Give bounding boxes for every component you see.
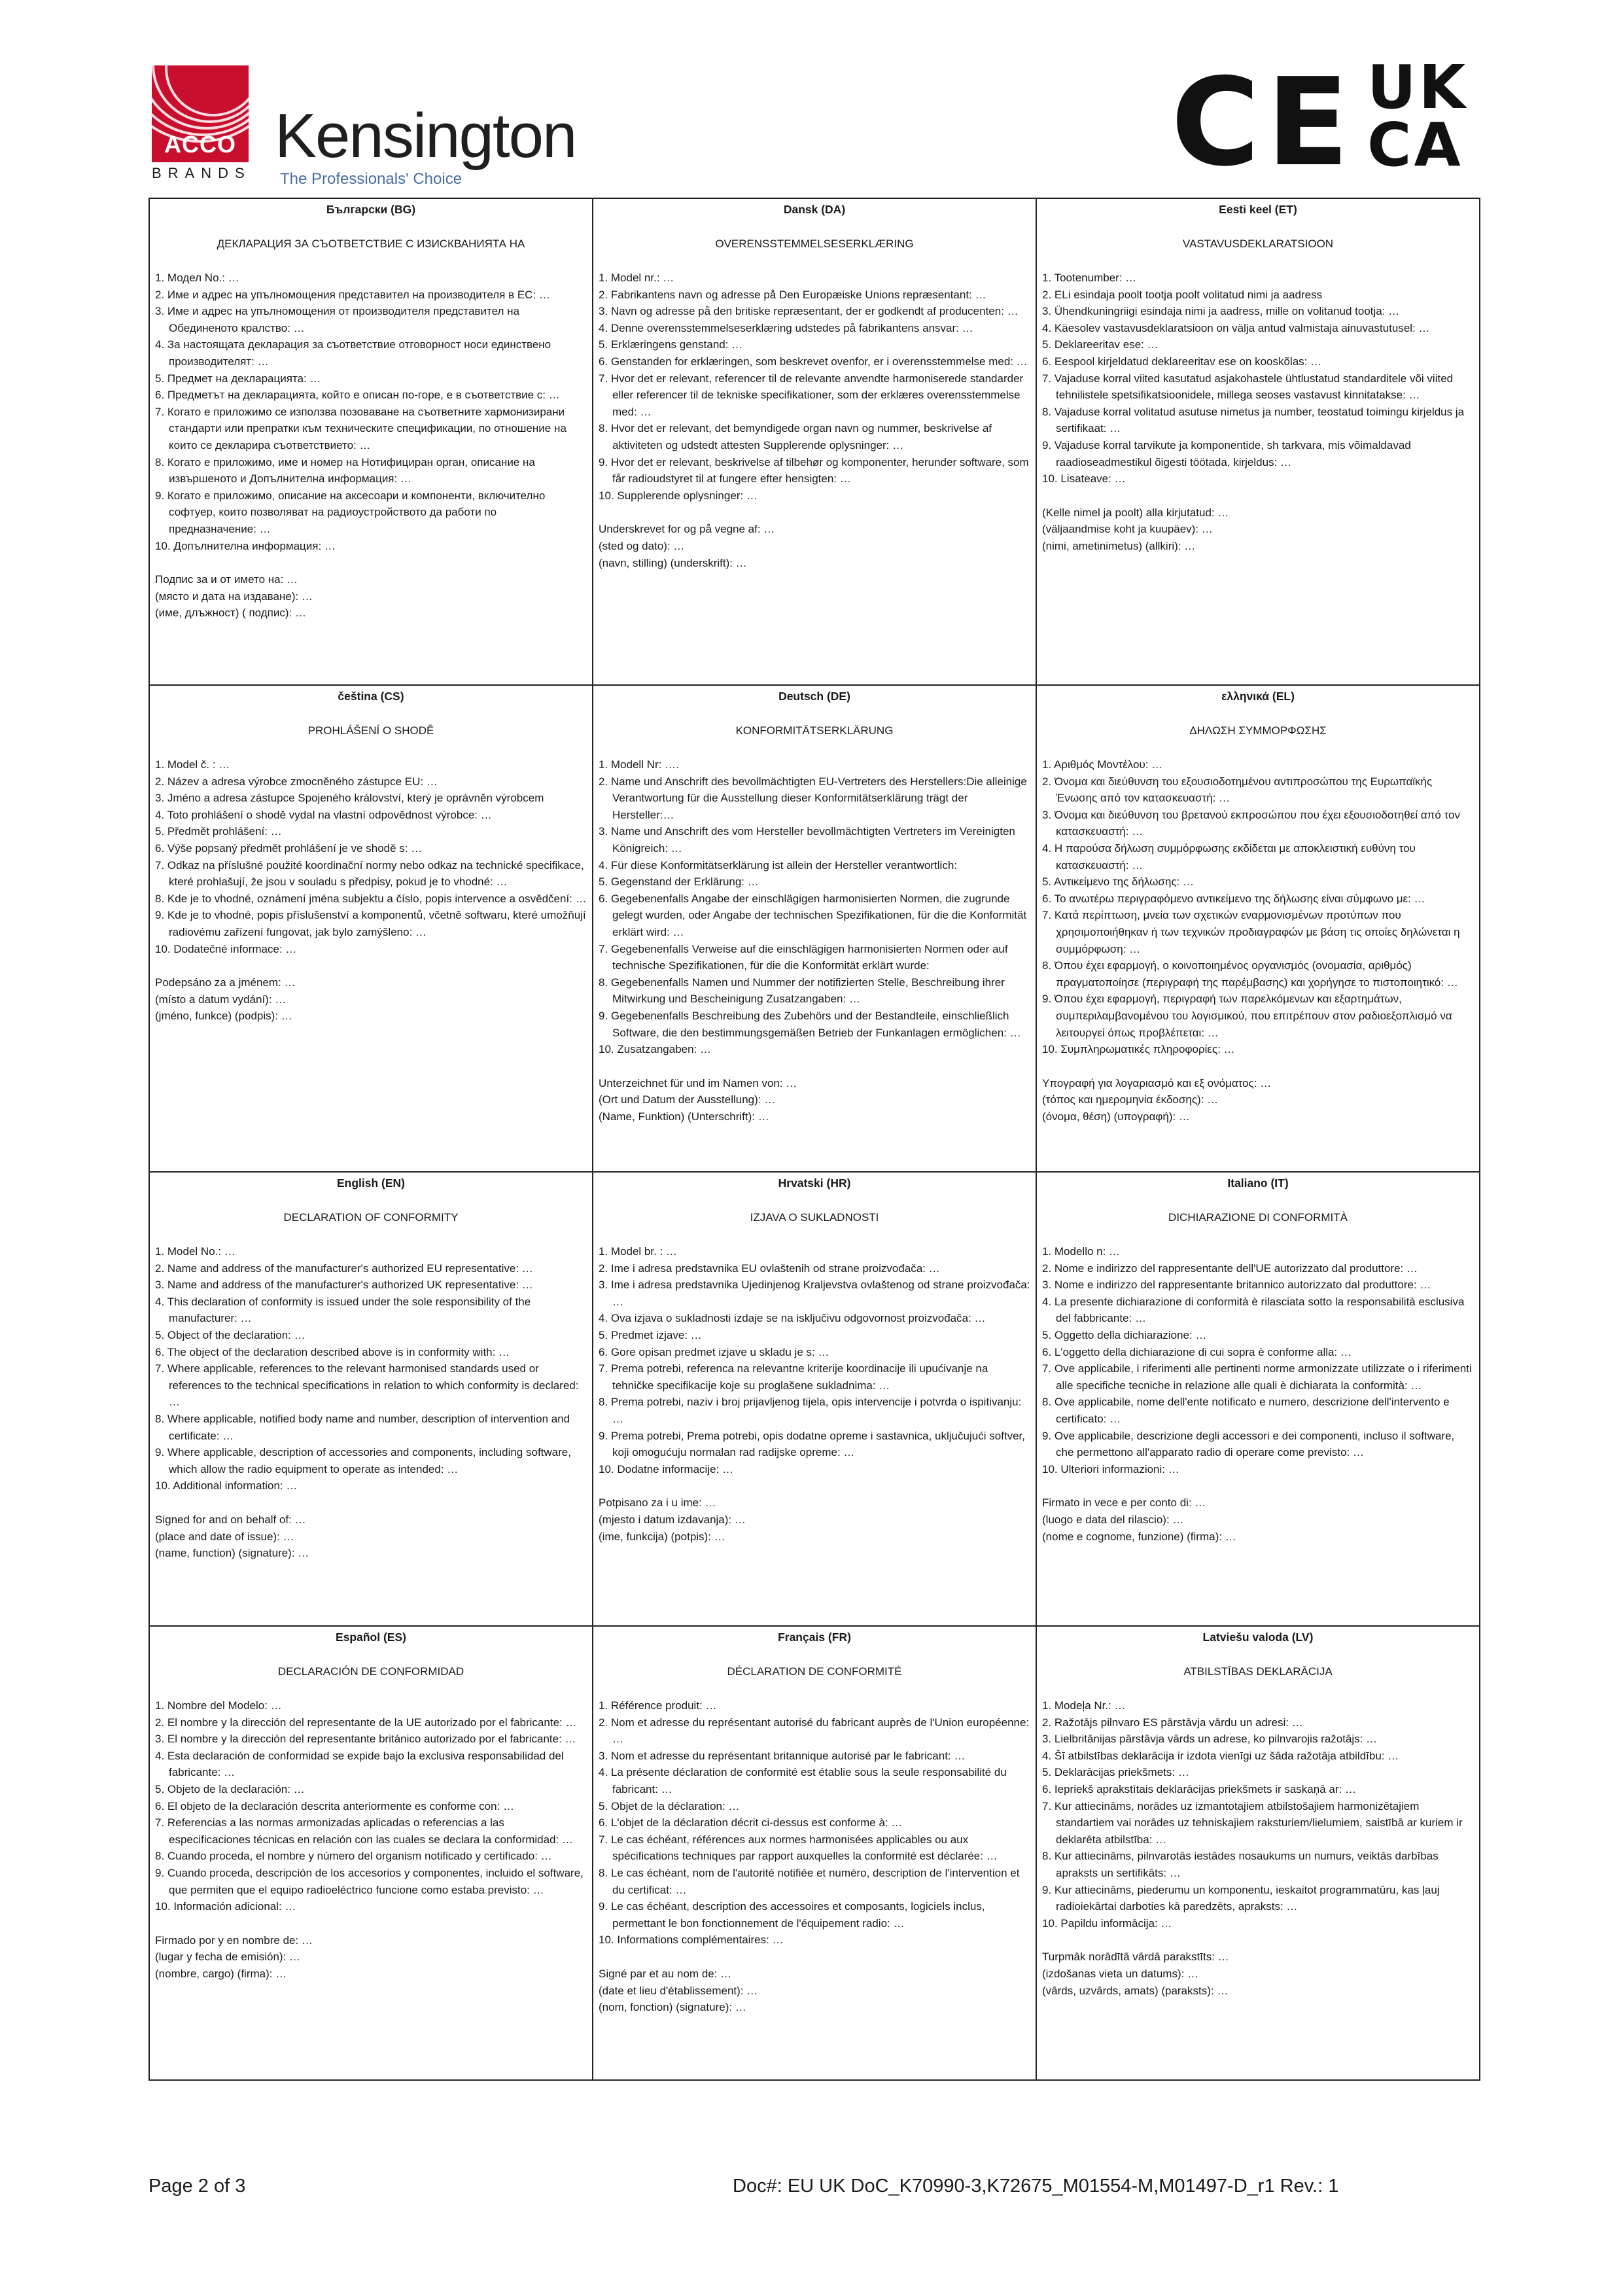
page-number: Page 2 of 3 [148, 2176, 246, 2197]
signature-block [599, 1075, 1030, 1125]
acco-logo-mark [152, 65, 249, 162]
signature-block [599, 1966, 1030, 2016]
signature-block [1042, 1075, 1474, 1125]
declaration-item: 4. Šī atbilstības deklarācija ir izdota vienīgi uz šāda ražotāja atbildību: … [1042, 1749, 1399, 1762]
declaration-item: 4. За настоящата декларация за съответствие отговорност носи единствено производителят: … [155, 338, 551, 368]
declaration-item: 4. La presente dichiarazione di conformità è rilasciata sotto la responsabilità esclusiva del fabbricante: … [1042, 1295, 1465, 1325]
declaration-item: 7. Kur attiecināms, norādes uz izmantotajiem atbilstošajiem harmonizētajiem standartiem vai norādes uz tehniskajiem raksturiem/lielumiem, saistībā ar kuriem ir deklarēta atbilstība: … [1042, 1799, 1463, 1846]
declaration-item: 7. Where applicable, references to the relevant harmonised standards used or references to the technical specifications in relation to which conformity is declared: … [155, 1362, 579, 1409]
language-heading: Français (FR) [778, 1631, 851, 1644]
declaration-item: 2. Όνομα και διεύθυνση του εξουσιοδοτημένου αντιπροσώπου της Ευρωπαϊκής Ένωσης από τον κατασκευαστή: … [1042, 775, 1433, 805]
language-section [593, 1173, 1037, 1627]
declaration-item: 7. Gegebenenfalls Verweise auf die einschlägigen harmonisierten Normen oder auf technische Spezifikationen, für die die Konformität erklärt wurde: [599, 942, 1008, 972]
declaration-title: DECLARATION OF CONFORMITY [283, 1211, 459, 1224]
language-heading: Hrvatski (HR) [778, 1176, 851, 1190]
declaration-title: PROHLÁŠENÍ O SHODĚ [307, 724, 434, 737]
signature-line: Underskrevet for og på vegne af: … [599, 523, 775, 536]
declaration-item: 10. Additional information: … [155, 1479, 298, 1492]
declaration-item: 1. Model No.: … [155, 1245, 236, 1258]
declaration-item: 9. Le cas échéant, description des accessoires et composants, logiciels inclus, permettant le bon fonctionnement de l'équipement radio: … [599, 1900, 985, 1930]
signature-line: (navn, stilling) (underskrift): … [599, 556, 747, 569]
declaration-item: 10. Papildu informācija: … [1042, 1916, 1172, 1930]
declaration-item: 7. Le cas échéant, références aux normes harmonisées applicables ou aux spécifications techniques par rapport auxquelles la conformité est déclarée: … [599, 1833, 998, 1863]
declaration-item: 3. Όνομα και διεύθυνση του βρετανού εκπροσώπου που έχει εξουσιοδοτηθεί από τον κατασκευαστή: … [1042, 808, 1460, 838]
declaration-item: 6. Предметът на декларацията, който е описан по-горе, е в съответствие с: … [155, 389, 560, 402]
declaration-item: 5. Predmet izjave: … [599, 1328, 702, 1341]
declaration-item: 8. Hvor det er relevant, det bemyndigede organ navn og nummer, beskrivelse af aktiviteten og udstedt attesten Supplerende oplysninger: … [599, 422, 992, 451]
declaration-item: 6. Genstanden for erklæringen, som beskrevet ovenfor, er i overensstemmelse med: … [599, 355, 1028, 368]
declaration-item: 8. Prema potrebi, naziv i broj prijavljenog tijela, opis intervencije i potvrda o ispitivanju: … [599, 1396, 1022, 1425]
language-heading: Eesti keel (ET) [1219, 203, 1297, 216]
declaration-item: 10. Lisateave: … [1042, 472, 1126, 486]
declaration-item: 1. Modeļa Nr.: … [1042, 1699, 1126, 1712]
signature-line: Подпис за и от името на: … [155, 573, 298, 586]
declaration-item: 1. Modello n: … [1042, 1245, 1121, 1258]
declaration-items [1042, 1697, 1474, 1932]
declaration-item: 3. Lielbritānijas pārstāvja vārds un adrese, ko pilnvarojis ražotājs: … [1042, 1733, 1378, 1746]
conformity-marks [1171, 52, 1485, 193]
signature-line: (väljaandmise koht ja kuupäev): … [1042, 523, 1213, 536]
signature-line: (vārds, uzvārds, amats) (paraksts): … [1042, 1984, 1229, 1997]
declaration-item: 8. Where applicable, notified body name and number, description of intervention and certificate: … [155, 1412, 570, 1442]
declaration-item: 6. Gegebenenfalls Angabe der einschlägigen harmonisierten Normen, die zugrunde gelegt wurden, oder Angabe der technischen Spezifikationen, für die die Konformität erklärt wird: … [599, 892, 1027, 938]
declaration-item: 5. Erklæringens genstand: … [599, 338, 743, 351]
declaration-items [599, 270, 1030, 504]
signature-line: (nimi, ametinimetus) (allkiri): … [1042, 539, 1196, 552]
signature-line: (místo a datum vydání): … [155, 993, 287, 1006]
declaration-item: 1. Nombre del Modelo: … [155, 1699, 282, 1712]
signature-line: Potpisano za i u ime: … [599, 1496, 716, 1510]
signature-line: (date et lieu d'établissement): … [599, 1984, 758, 1997]
declaration-item: 9. Hvor det er relevant, beskrivelse af tilbehør og komponenter, herunder software, som får radioudstyret til at fungere efter hensigten: … [599, 455, 1029, 486]
kensington-logo [275, 101, 576, 188]
declaration-item: 8. Όπου έχει εφαρμογή, ο κοινοποιημένος οργανισμός (ονομασία, αριθμός) πραγματοποίησε (περιγραφή της παρέμβασης) και χορήγησε το πιστοποιητικό: … [1042, 959, 1458, 989]
language-section [150, 199, 593, 686]
declaration-item: 7. Ove applicabile, i riferimenti alle pertinenti norme armonizzate utilizzate o i riferimenti alle specifiche tecniche in relazione alle quali è dichiarata la conformità: … [1042, 1362, 1472, 1392]
declaration-item: 6. Eespool kirjeldatud deklareeritav ese on kooskõlas: … [1042, 355, 1322, 368]
declaration-item: 10. Dodatečné informace: … [155, 942, 297, 955]
declaration-item: 10. Допълнителна информация: … [155, 539, 336, 552]
declaration-item: 7. Prema potrebi, referenca na relevantne kriterije koordinacije ili upućivanje na tehničke specifikacije koje su proglašene sukladnima: … [599, 1362, 988, 1392]
declaration-items [155, 756, 587, 957]
declaration-item: 1. Tootenumber: … [1042, 272, 1137, 284]
declaration-item: 5. Deklareeritav ese: … [1042, 338, 1159, 351]
declaration-item: 2. Nome e indirizzo del rappresentante dell'UE autorizzato dal produttore: … [1042, 1262, 1418, 1275]
signature-line: Υπογραφή για λογαριασμό και εξ ονόματος: … [1042, 1076, 1272, 1089]
signature-line: (mjesto i datum izdavanja): … [599, 1513, 746, 1526]
language-heading: Latviešu valoda (LV) [1202, 1631, 1314, 1644]
signature-line: Signed for and on behalf of: … [155, 1513, 306, 1526]
language-section [593, 686, 1037, 1173]
declaration-item: 9. Kde je to vhodné, popis příslušenství a komponentů, včetně softwaru, které umožňují radiovému zařízení fungovat, jak bylo zamýšleno: … [155, 909, 586, 938]
signature-line: (όνομα, θέση) (υπογραφή): … [1042, 1110, 1190, 1123]
declaration-item: 3. Jméno a adresa zástupce Spojeného království, který je oprávněn výrobcem [155, 792, 544, 805]
declaration-item: 9. Kur attiecināms, piederumu un komponentu, ieskaitot programmatūru, kas ļauj radioiekārtai darboties kā paredzēts, apraksts: … [1042, 1883, 1440, 1913]
declaration-item: 9. Когато е приложимо, описание на аксесоари и компоненти, включително софтуер, които позволяват на радиоустройството да работи по предназначение: … [155, 489, 546, 535]
signature-block [155, 1932, 587, 1983]
page-header [0, 0, 1623, 196]
declaration-item: 3. Navn og adresse på den britiske repræsentant, der er godkendt af producenten: … [599, 305, 1019, 318]
declaration-items [155, 270, 587, 554]
declaration-items [599, 756, 1030, 1058]
declaration-item: 1. Référence produit: … [599, 1699, 717, 1712]
declaration-item: 3. Nom et adresse du représentant britannique autorisé par le fabricant: … [599, 1749, 966, 1762]
declaration-title: DECLARACIÓN DE CONFORMIDAD [277, 1665, 464, 1678]
signature-line: (Kelle nimel ja poolt) alla kirjutatud: … [1042, 506, 1229, 519]
declaration-item: 3. El nombre y la dirección del representante británico autorizado por el fabricante: … [155, 1733, 576, 1746]
signature-line: (name, function) (signature): … [155, 1547, 309, 1560]
declaration-item: 3. Name und Anschrift des vom Hersteller bevollmächtigten Vertreters im Vereinigten Königreich: … [599, 825, 1015, 855]
declaration-item: 6. Το ανωτέρω περιγραφόμενο αντικείμενο της δήλωσης είναι σύμφωνο με: … [1042, 892, 1425, 905]
declaration-item: 5. Objeto de la declaración: … [155, 1782, 305, 1795]
declaration-title: DÉCLARATION DE CONFORMITÉ [727, 1665, 902, 1678]
declaration-item: 2. Name and address of the manufacturer's authorized EU representative: … [155, 1262, 533, 1275]
declaration-item: 8. Le cas échéant, nom de l'autorité notifiée et numéro, description de l'intervention et du certificat: … [599, 1866, 1020, 1896]
declaration-item: 5. Oggetto della dichiarazione: … [1042, 1328, 1207, 1341]
declaration-title: IZJAVA O SUKLADNOSTI [750, 1211, 879, 1224]
signature-line: (ime, funkcija) (potpis): … [599, 1530, 725, 1543]
signature-line: Firmato in vece e per conto di: … [1042, 1496, 1206, 1510]
declaration-item: 10. Dodatne informacije: … [599, 1462, 733, 1475]
declaration-item: 1. Модел No.: … [155, 272, 239, 284]
signature-block [155, 1511, 587, 1562]
signature-line: (име, длъжност) ( подпис): … [155, 607, 306, 620]
declaration-item: 7. Odkaz na příslušné použité koordinační normy nebo odkaz na technické specifikace, které prohlašují, že jsou v souladu s předpisy, pokud je to vhodné: … [155, 858, 584, 889]
declaration-items [1042, 756, 1474, 1058]
declaration-item: 8. Cuando proceda, el nombre y número del organism notificado y certificado: … [155, 1850, 552, 1863]
declaration-item: 2. El nombre y la dirección del representante de la UE autorizado por el fabricante: … [155, 1716, 577, 1729]
declaration-item: 9. Ove applicabile, descrizione degli accessori e dei componenti, incluso il software, che permettono all'apparato radio di operare come previsto: … [1042, 1429, 1455, 1459]
document-number: Doc#: EU UK DoC_K70990-3,K72675_M01554-M,M01497-D_r1 Rev.: 1 [733, 2176, 1339, 2197]
language-heading: Български (BG) [326, 203, 416, 216]
signature-line: (sted og dato): … [599, 539, 685, 552]
ukca-mark-bottom: CA [1367, 110, 1463, 180]
declaration-title: DICHIARAZIONE DI CONFORMITÀ [1168, 1211, 1348, 1224]
declaration-item: 5. Object of the declaration: … [155, 1328, 305, 1341]
declaration-item: 10. Informations complémentaires: … [599, 1934, 784, 1947]
declaration-item: 4. This declaration of conformity is issued under the sole responsibility of the manufacturer: … [155, 1295, 531, 1325]
declaration-item: 4. Esta declaración de conformidad se expide bajo la exclusiva responsabilidad del fabricante: … [155, 1749, 564, 1779]
declaration-item: 8. Gegebenenfalls Namen und Nummer der notifizierten Stelle, Beschreibung ihrer Mitwirkung und Bescheinigung Zusatzangaben: … [599, 976, 1005, 1006]
declaration-item: 5. Предмет на декларацията: … [155, 372, 321, 385]
language-section [150, 1173, 593, 1627]
declaration-item: 7. Κατά περίπτωση, μνεία των σχετικών εναρμονισμένων προτύπων που χρησιμοποιήθηκαν ή των τεχνικών προδιαγραφών με βάση τις οποίες δηλώνεται η συμμόρφωση: … [1042, 909, 1460, 955]
language-section [593, 1627, 1037, 2081]
signature-line: (jméno, funkce) (podpis): … [155, 1010, 292, 1023]
declaration-item: 5. Předmět prohlášení: … [155, 825, 282, 838]
declaration-item: 7. Vajaduse korral viited kasutatud asjakohastele ühtlustatud standarditele või viited tehnilistele spetsifikatsioonidele, millega seoses vastavust kinnitatakse: … [1042, 372, 1454, 402]
language-section [150, 686, 593, 1173]
language-heading: ελληνικά (EL) [1221, 690, 1295, 703]
declaration-item: 4. La présente déclaration de conformité est établie sous la seule responsabilité du fabricant: … [599, 1766, 1007, 1795]
language-section [593, 199, 1037, 686]
declaration-item: 8. Kde je to vhodné, oznámení jména subjektu a číslo, popis intervence a osvědčení: … [155, 892, 587, 905]
language-section [1037, 1173, 1480, 1627]
declaration-item: 7. Referencias a las normas armonizadas aplicadas o referencias a las especificaciones técnicas en relación con las cuales se declara la conformidad: … [155, 1816, 573, 1846]
declaration-item: 5. Deklarācijas priekšmets: … [1042, 1766, 1189, 1779]
signature-block [1042, 504, 1474, 555]
declaration-item: 7. Hvor det er relevant, referencer til de relevante anvendte harmoniserede standarder eller referencer til de tekniske specifikationer, som der erklæres overensstemmelse med: … [599, 372, 1024, 418]
language-section [1037, 1627, 1480, 2081]
declaration-item: 6. L'objet de la déclaration décrit ci-dessus est conforme à: … [599, 1816, 903, 1829]
declaration-item: 7. Когато е приложимо се използва позоваване на съответните хармонизирани стандарти или препратки към техническите спецификации, по отношение на които се декларира съответствието: … [155, 405, 567, 451]
declarations-table [148, 198, 1480, 2081]
declaration-item: 2. ELi esindaja poolt tootja poolt volitatud nimi ja aadress [1042, 288, 1323, 301]
signature-line: (Ort und Datum der Ausstellung): … [599, 1093, 776, 1106]
ce-mark-icon: CE [1171, 52, 1356, 193]
language-section [150, 1627, 593, 2081]
signature-line: (luogo e data del rilascio): … [1042, 1513, 1184, 1526]
declaration-items [1042, 270, 1474, 487]
declaration-title: ATBILSTĪBAS DEKLARĀCIJA [1183, 1665, 1333, 1678]
signature-line: Turpmāk norādītā vārdā parakstīts: … [1042, 1951, 1229, 1964]
declaration-item: 10. Información adicional: … [155, 1900, 296, 1913]
signature-block [155, 974, 587, 1025]
ukca-mark-icon [1367, 52, 1478, 180]
declaration-item: 9. Όπου έχει εφαρμογή, περιγραφή των παρελκόμενων και εξαρτημάτων, συμπεριλαμβανομένου του λογισμικού, που επιτρέπουν στον ραδιοεξοπλισμό να λειτουργεί όπως προβλέπεται: … [1042, 993, 1452, 1039]
declaration-item: 5. Αντικείμενο της δήλωσης: … [1042, 875, 1194, 889]
signature-line: (Name, Funktion) (Unterschrift): … [599, 1110, 769, 1123]
declaration-item: 3. Nome e indirizzo del rappresentante britannico autorizzato dal produttore: … [1042, 1279, 1431, 1292]
signature-line: Podepsáno za a jménem: … [155, 976, 296, 989]
kensington-logo-name: Kensington [275, 101, 576, 171]
signature-line: (nom, fonction) (signature): … [599, 2001, 746, 2014]
declaration-item: 1. Model br. : … [599, 1245, 677, 1258]
declaration-item: 4. Für diese Konformitätserklärung ist allein der Hersteller verantwortlich: [599, 858, 958, 872]
signature-line: Unterzeichnet für und im Namen von: … [599, 1076, 797, 1089]
declaration-item: 5. Gegenstand der Erklärung: … [599, 875, 759, 889]
declaration-items [1042, 1243, 1474, 1477]
declaration-title: ΔΗΛΩΣΗ ΣΥΜΜΟΡΦΩΣΗΣ [1189, 724, 1327, 737]
declaration-item: 4. Η παρούσα δήλωση συμμόρφωσης εκδίδεται με αποκλειστική ευθύνη του κατασκευαστή: … [1042, 841, 1416, 872]
acco-logo-text: ACCO [164, 131, 236, 158]
declaration-item: 6. The object of the declaration described above is in conformity with: … [155, 1345, 510, 1358]
declaration-item: 1. Αριθμός Μοντέλου: … [1042, 758, 1163, 771]
declaration-item: 2. Nom et adresse du représentant autorisé du fabricant auprès de l'Union européenne: … [599, 1716, 1030, 1746]
declaration-items [599, 1697, 1030, 1949]
signature-block [155, 571, 587, 622]
declaration-item: 9. Vajaduse korral tarvikute ja komponentide, sh tarkvara, mis võimaldavad raadioseadmestikul õigesti töötada, kirjeldus: … [1042, 438, 1411, 468]
declaration-item: 2. Fabrikantens navn og adresse på Den Europæiske Unions repræsentant: … [599, 288, 986, 301]
declaration-item: 9. Gegebenenfalls Beschreibung des Zubehörs und der Bestandteile, einschließlich Software, die den bestimmungsgemäßen Betrieb der Funkanlagen ermöglichen: … [599, 1009, 1021, 1039]
declaration-title: OVERENSSTEMMELSESERKLÆRING [715, 238, 914, 250]
signature-line: (nome e cognome, funzione) (firma): … [1042, 1530, 1236, 1543]
declaration-item: 10. Ulteriori informazioni: … [1042, 1462, 1179, 1475]
declaration-item: 2. Name und Anschrift des bevollmächtigten EU-Vertreters des Herstellers:Die alleinige Verantwortung für die Ausstellung dieser Konformitätserklärung trägt der Hersteller:… [599, 775, 1027, 821]
language-heading: čeština (CS) [338, 690, 404, 703]
language-section [1037, 686, 1480, 1173]
declaration-item: 8. Vajaduse korral volitatud asutuse nimetus ja number, teostatud toimingu kirjeldus ja sertifikaat: … [1042, 405, 1465, 435]
declaration-item: 2. Ime i adresa predstavnika EU ovlaštenih od strane proizvođača: … [599, 1262, 940, 1275]
declaration-item: 2. Име и адрес на упълномощения представител на производителя в ЕС: … [155, 288, 550, 301]
declaration-item: 2. Ražotājs pilnvaro ES pārstāvja vārdu un adresi: … [1042, 1716, 1303, 1729]
declaration-item: 10. Zusatzangaben: … [599, 1043, 712, 1056]
declaration-item: 6. L'oggetto della dichiarazione di cui sopra è conforme alla: … [1042, 1345, 1352, 1358]
declaration-item: 4. Käesolev vastavusdeklaratsioon on välja antud valmistaja ainuvastutusel: … [1042, 321, 1430, 334]
signature-block [599, 521, 1030, 571]
kensington-logo-tagline: The Professionals' Choice [280, 170, 462, 188]
signature-line: (τόπος και ημερομηνία έκδοσης): … [1042, 1093, 1219, 1106]
signature-line: (nombre, cargo) (firma): … [155, 1967, 287, 1980]
declaration-title: VASTAVUSDEKLARATSIOON [1182, 238, 1334, 250]
declaration-item: 6. El objeto de la declaración descrita anteriormente es conforme con: … [155, 1799, 515, 1812]
language-section [1037, 199, 1480, 686]
declaration-item: 8. Ove applicabile, nome dell'ente notificato e numero, descrizione dell'intervento e certificato: … [1042, 1396, 1450, 1425]
ukca-mark-top: UK [1367, 52, 1468, 122]
signature-line: (място и дата на издаване): … [155, 590, 313, 603]
declaration-item: 8. Когато е приложимо, име и номер на Нотифициран орган, описание на извършеното и Допълнителна информация: … [155, 455, 535, 486]
signature-line: (izdošanas vieta un datums): … [1042, 1967, 1199, 1980]
language-heading: Deutsch (DE) [778, 690, 850, 703]
declaration-item: 4. Toto prohlášení o shodě vydal na vlastní odpovědnost výrobce: … [155, 808, 492, 821]
signature-block [599, 1494, 1030, 1545]
declaration-item: 1. Modell Nr: …. [599, 758, 679, 771]
declaration-item: 10. Συμπληρωματικές πληροφορίες: … [1042, 1043, 1235, 1056]
declaration-items [155, 1243, 587, 1494]
signature-line: Firmado por y en nombre de: … [155, 1934, 313, 1947]
declaration-item: 10. Supplerende oplysninger: … [599, 489, 758, 502]
declaration-items [155, 1697, 587, 1915]
declaration-item: 1. Model č. : … [155, 758, 230, 771]
declaration-item: 5. Objet de la déclaration: … [599, 1799, 740, 1812]
declaration-item: 3. Ime i adresa predstavnika Ujedinjenog Kraljevstva ovlaštenog od strane proizvođača: … [599, 1279, 1030, 1308]
declaration-item: 3. Име и адрес на упълномощения от производителя представител на Обединеното кралство: … [155, 305, 519, 334]
brands-logo-text: BRANDS [152, 165, 251, 181]
acco-brands-logo [152, 65, 249, 185]
declaration-item: 6. Výše popsaný předmět prohlášení je ve shodě s: … [155, 841, 423, 855]
declaration-item: 8. Kur attiecināms, pilnvarotās iestādes nosaukums un numurs, veiktās darbības apraksts un sertifikāts: … [1042, 1850, 1439, 1879]
signature-line: (place and date of issue): … [155, 1530, 294, 1543]
declaration-item: 1. Model nr.: … [599, 272, 674, 284]
signature-block [1042, 1949, 1474, 1999]
signature-block [1042, 1494, 1474, 1545]
declaration-item: 3. Ühendkuningriigi esindaja nimi ja aadress, mille on volitanud tootja: … [1042, 305, 1400, 318]
declaration-item: 6. Gore opisan predmet izjave u skladu je s: … [599, 1345, 829, 1358]
declaration-item: 9. Prema potrebi, Prema potrebi, opis dodatne opreme i sastavnica, uključujući softver, koji omogućuju normalan rad radijske opreme: … [599, 1429, 1026, 1459]
language-heading: English (EN) [336, 1176, 406, 1190]
declaration-item: 2. Název a adresa výrobce zmocněného zástupce EU: … [155, 775, 438, 788]
declaration-title: KONFORMITÄTSERKLÄRUNG [735, 724, 894, 737]
declaration-items [599, 1243, 1030, 1477]
signature-line: (lugar y fecha de emisión): … [155, 1951, 301, 1964]
language-heading: Español (ES) [336, 1631, 406, 1644]
declaration-item: 3. Name and address of the manufacturer's authorized UK representative: … [155, 1279, 533, 1292]
declaration-title: ДЕКЛАРАЦИЯ ЗА СЪОТВЕТСТВИЕ С ИЗИСКВАНИЯТА НА [217, 238, 525, 250]
declaration-item: 6. Iepriekš aprakstītais deklarācijas priekšmets ir saskaņā ar: … [1042, 1782, 1356, 1795]
declaration-item: 4. Denne overensstemmelseserklæring udstedes på fabrikantens ansvar: … [599, 321, 973, 334]
declaration-item: 9. Where applicable, description of accessories and components, including software, which allow the radio equipment to operate as intended: … [155, 1446, 571, 1475]
signature-line: Signé par et au nom de: … [599, 1967, 732, 1980]
language-heading: Italiano (IT) [1227, 1176, 1289, 1190]
declaration-item: 4. Ova izjava o sukladnosti izdaje se na isključivu odgovornost proizvođača: … [599, 1312, 986, 1325]
language-heading: Dansk (DA) [783, 203, 846, 216]
declaration-item: 9. Cuando proceda, descripción de los accesorios y componentes, incluido el software, que permiten que el equipo radioeléctrico funcione como estaba previsto: … [155, 1866, 584, 1896]
